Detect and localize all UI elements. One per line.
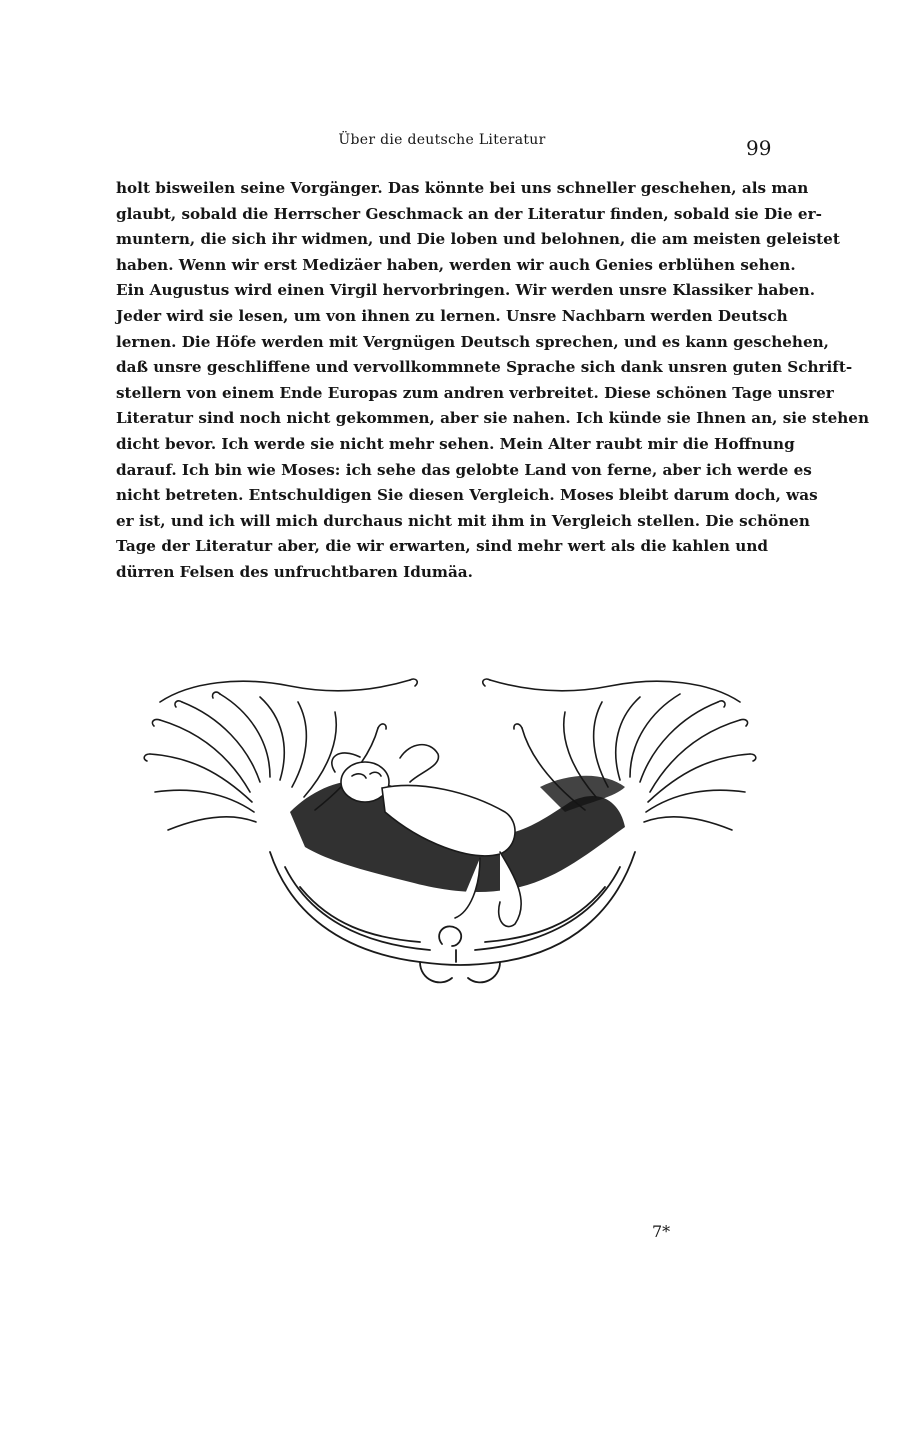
text-line: daß unsre geschliffene und vervollkommnete Sprache sich dank unsren guten Schrift-	[116, 358, 853, 377]
text-line: dicht bevor. Ich werde sie nicht mehr sehen. Mein Alter raubt mir die Hoffnung	[116, 434, 795, 453]
running-title: Über die deutsche Literatur	[338, 132, 546, 148]
text-line: Tage der Literatur aber, die wir erwarten, sind mehr wert als die kahlen und	[116, 537, 768, 556]
text-line: glaubt, sobald die Herrscher Geschmack an der Literatur finden, sobald sie Die er-	[116, 204, 822, 223]
page-number: 99	[746, 136, 772, 160]
text-line: haben. Wenn wir erst Medizäer haben, werden wir auch Genies erblühen sehen.	[116, 255, 796, 274]
text-line: Ein Augustus wird einen Virgil hervorbringen. Wir werden unsre Klassiker haben.	[116, 281, 815, 300]
text-line: muntern, die sich ihr widmen, und Die loben und belohnen, die am meisten geleistet	[116, 230, 840, 249]
text-line: stellern von einem Ende Europas zum andren verbreitet. Diese schönen Tage unsrer	[116, 383, 834, 402]
text-line: darauf. Ich bin wie Moses: ich sehe das gelobte Land von ferne, aber ich werde es	[116, 460, 812, 479]
rococo-cherub-vignette-icon	[120, 662, 780, 992]
text-line: dürren Felsen des unfruchtbaren Idumäa.	[116, 562, 473, 581]
text-line: er ist, und ich will mich durchaus nicht mit ihm in Vergleich stellen. Die schönen	[116, 511, 810, 530]
signature-mark: 7*	[652, 1222, 671, 1241]
text-line: lernen. Die Höfe werden mit Vergnügen Deutsch sprechen, und es kann geschehen,	[116, 332, 829, 351]
text-line: Literatur sind noch nicht gekommen, aber sie nahen. Ich künde sie Ihnen an, sie stehen	[116, 409, 869, 428]
text-line: holt bisweilen seine Vorgänger. Das könnte bei uns schneller geschehen, als man	[116, 179, 809, 197]
text-line: nicht betreten. Entschuldigen Sie diesen Vergleich. Moses bleibt darum doch, was	[116, 486, 818, 505]
right-plume-icon	[483, 679, 756, 830]
body-text	[116, 176, 869, 586]
text-line: Jeder wird sie lesen, um von ihnen zu lernen. Unsre Nachbarn werden Deutsch	[116, 306, 788, 325]
